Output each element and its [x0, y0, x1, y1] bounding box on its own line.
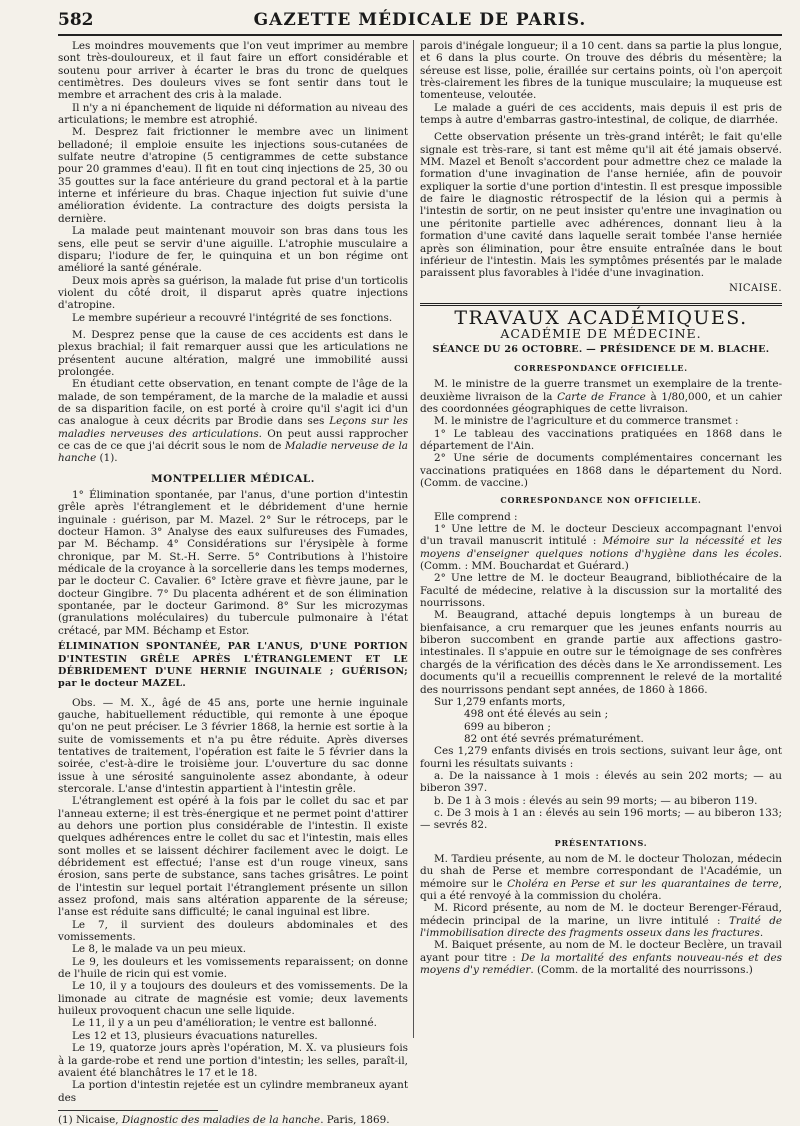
paragraph: Le 19, quatorze jours après l'opération, M. X. va plusieurs fois à la garde-robe et rend une portion d'intestin; les selles, paraît-il, avaient été blanchâtres le 17 et le 18.	[58, 1042, 408, 1079]
page-number: 582	[58, 10, 94, 30]
paragraph: Le 11, il y a un peu d'amélioration; le ventre est ballonné.	[72, 1017, 377, 1030]
section-rule	[420, 303, 782, 306]
paragraph: Le 8, le malade va un peu mieux.	[72, 943, 247, 956]
subheading-unofficial: CORRESPONDANCE NON OFFICIELLE.	[500, 495, 702, 506]
right-column	[420, 40, 782, 1062]
list-item: 498 ont été élevés au sein ;	[464, 708, 609, 721]
paragraph: Les 12 et 13, plusieurs évacuations naturelles.	[72, 1029, 318, 1042]
left-column	[58, 40, 408, 1126]
paragraph: La malade peut maintenant mouvoir son bras dans tous les sens, elle peut se servir d'une aiguille. L'atrophie musculaire a disparu; l'iodure de fer, le quinquina et un bon régime ont amélioré la santé générale.	[58, 225, 408, 275]
paragraph: La portion d'intestin rejetée est un cylindre membraneux ayant des	[58, 1079, 408, 1104]
paragraph: Obs. — M. X., âgé de 45 ans, porte une hernie inguinale gauche, habituellement réductible, qui remonte à une époque qu'on ne peut préciser. Le 3 février 1868, la hernie est sortie à la suite de vomissements et n'a pu être réduite. Après diverses tentatives de traitement, l'opération est faite le 5 février dans la soirée, c'est-à-dire le troisième jour. L'ouverture du sac donne issue à une sérosité sanguinolente assez abondante, à odeur stercorale. L'anse d'intestin appartient à l'intestin grêle.	[58, 696, 408, 795]
paragraph: M. Ricord présente, au nom de M. le docteur Berenger-Féraud, médecin principal de la marine, un livre intitulé : Traité de l'immobilisation directe des fragments osseux dans les fractures.	[420, 902, 783, 940]
paragraph: parois d'inégale longueur; il a 10 cent. dans sa partie la plus longue, et 6 dans la plus courte. On trouve des débris du mésentère; la séreuse est lisse, polie, éraillée sur certains points, où l'on aperçoit très-clairement les fibres de la tunique musculaire; la muqueuse est tomenteuse, veloutée.	[420, 40, 782, 102]
list-item: 82 ont été sevrés prématurément.	[464, 732, 644, 745]
paragraph: a. De la naissance à 1 mois : élevés au sein 202 morts; — au biberon 397.	[420, 769, 782, 795]
paragraph: M. Baiquet présente, au nom de M. le docteur Beclère, un travail ayant pour titre : De la mortalité des enfants nouveau-nés et des moyens d'y remédier. (Comm. de la mortalité des nourrissons.)	[420, 939, 782, 977]
paragraph: Le 10, il y a toujours des douleurs et des vomissements. De la limonade au citrate de magnésie est vomie; deux lavements huileux provoquent chacun une selle liquide.	[58, 980, 408, 1018]
paragraph: L'étranglement est opéré à la fois par le collet du sac et par l'anneau externe; il est très-énergique et ne permet point d'attirer au dehors une portion plus considérable de l'intestin. Il existe quelques adhérences entre le collet du sac et l'intestin, mais elles sont molles et se laissent déchirer facilement avec le doigt. Le débridement est effectué; l'anse est d'un rouge vineux, sans érosion, sans perte de substance, sans taches grisâtres. Le point de l'intestin sur lequel portait l'étranglement présente un sillon assez profond, mais sans altération apparente de la séreuse; l'anse est réduite sans difficulté; le canal inguinal est libre.	[58, 795, 408, 919]
case-title: ÉLIMINATION SPONTANÉE, PAR L'ANUS, D'UNE PORTION D'INTESTIN GRÊLE APRÈS L'ÉTRANGLEMENT ET LE DÉBRIDEMENT D'UNE HERNIE INGUINALE ; GUÉRISON; par le docteur MAZEL.	[58, 641, 408, 690]
journal-title: GAZETTE MÉDICALE DE PARIS.	[253, 10, 587, 30]
paragraph: En étudiant cette observation, en tenant compte de l'âge de la malade, de son tempérament, de la marche de la maladie et aussi de sa disparition facile, on est porté à croire qu'il s'agit ici d'un cas analogue à ceux décrits par Brodie dans ses Leçons sur les maladies nerveuses des articulations. On peut aussi rapprocher ce cas de ce que j'ai décrit sous le nom de Maladie nerveuse de la hanche (1).	[58, 378, 408, 465]
paragraph: Le 9, les douleurs et les vomissements reparaissent; on donne de l'huile de ricin qui est vomie.	[58, 955, 408, 981]
section-subtitle: ACADÉMIE DE MÉDECINE.	[500, 326, 702, 342]
subheading-presentations: PRÉSENTATIONS.	[554, 837, 648, 848]
paragraph: c. De 3 mois à 1 an : élevés au sein 196 morts; — au biberon 133; — sevrés 82.	[420, 806, 782, 832]
paragraph: 1° Une lettre de M. le docteur Descieux accompagnant l'envoi d'un travail manuscrit intitulé : Mémoire sur la nécessité et les moyens d'enseigner quelques notions d'hygiène dans les écoles. (Comm. : MM. Bouchardat et Guérard.)	[420, 523, 782, 573]
paragraph: Il n'y a ni épanchement de liquide ni déformation au niveau des articulations; le membre est atrophié.	[58, 101, 408, 127]
section-title: TRAVAUX ACADÉMIQUES.	[454, 306, 748, 329]
column-divider	[413, 40, 414, 1038]
paragraph: 1° Le tableau des vaccinations pratiquées en 1868 dans le département de l'Ain.	[420, 427, 782, 452]
footnote: (1) Nicaise, Diagnostic des maladies de la hanche. Paris, 1869.	[58, 1113, 390, 1126]
paragraph: Sur 1,279 enfants morts,	[434, 695, 566, 708]
subheading-official: CORRESPONDANCE OFFICIELLE.	[514, 362, 688, 373]
paragraph: Le malade a guéri de ces accidents, mais depuis il est pris de temps à autre d'embarras gastro-intestinal, de colique, de diarrhée.	[420, 101, 782, 127]
paragraph: Ces 1,279 enfants divisés en trois sections, suivant leur âge, ont fourni les résultats suivants :	[420, 745, 782, 770]
list-item: 699 au biberon ;	[464, 720, 551, 733]
paragraph: M. le ministre de l'agriculture et du commerce transmet :	[434, 415, 739, 428]
paragraph: Elle comprend :	[434, 510, 518, 523]
paragraph: 2° Une série de documents complémentaires concernant les vaccinations pratiquées en 1868 dans le département du Nord. (Comm. de vaccine.)	[420, 452, 782, 489]
paragraph: Deux mois après sa guérison, la malade fut prise d'un torticolis violent du côté droit, il disparut après quatre injections d'atropine.	[58, 274, 408, 312]
session-line: SÉANCE DU 26 OCTOBRE. — PRÉSIDENCE DE M. BLACHE.	[432, 343, 770, 355]
paragraph: M. Desprez pense que la cause de ces accidents est dans le plexus brachial; il fait remarquer aussi que les articulations ne présentent aucune altération, malgré une immobilité aussi prolongée.	[58, 328, 408, 378]
paragraph: Cette observation présente un très-grand intérêt; le fait qu'elle signale est très-rare, si tant est même qu'il ait été jamais observé. MM. Mazel et Benoît s'accordent pour admettre chez ce malade la formation d'une invagination de l'anse herniée, afin de pouvoir expliquer la sortie d'une portion d'intestin. Il est presque impossible de faire le diagnostic rétrospectif de la lésion qui a permis à l'intestin de sortir, on ne peut insister qu'entre une invagination ou une péritonite partielle avec adhérences, donnant lieu à la formation d'une cavité dans laquelle serait tombée l'anse herniée après son élimination, pour être ensuite entraînée dans le bout inférieur de l'intestin. Mais les symptômes présentés par le malade paraissent plus favorables à l'idée d'une invagination.	[420, 131, 782, 280]
paragraph: M. Desprez fait frictionner le membre avec un liniment belladoné; il emploie ensuite les injections sous-cutanées de sulfate neutre d'atropine (5 centigrammes de cette substance pour 20 grammes d'eau). Il fit en tout cinq injections de 25, 30 ou 35 gouttes sur la face antérieure du grand pectoral et à la partie interne et inférieure du bras. Chaque injection fut suivie d'une amélioration évidente. La contracture des doigts persista la dernière.	[58, 126, 408, 225]
paragraph: M. Tardieu présente, au nom de M. le docteur Tholozan, médecin du shah de Perse et membre correspondant de l'Académie, un mémoire sur le Choléra en Perse et sur les quarantaines de terre, qui a été renvoyé à la commission du choléra.	[420, 852, 782, 902]
paragraph: M. le ministre de la guerre transmet un exemplaire de la trente-deuxième livraison de la Carte de France à 1/80,000, et un cahier des coordonnées géographiques de cette livraison.	[420, 378, 783, 415]
page-header	[58, 8, 782, 36]
paragraph: 1° Élimination spontanée, par l'anus, d'une portion d'intestin grêle après l'étranglement et le débridement d'une hernie inguinale : guérison, par M. Mazel. 2° Sur le rétroceps, par le docteur Hamon. 3° Analyse des eaux sulfureuses des Fumades, par M. Béchamp. 4° Considérations sur l'érysipèle à forme chronique, par M. St.-H. Serre. 5° Contributions à l'histoire médicale de la croyance à la sorcellerie dans les temps modernes, par le docteur C. Cavalier. 6° Ictère grave et fièvre jaune, par le docteur Gingibre. 7° Du placenta adhérent et de son élimination spontanée, par le docteur Garimond. 8° Sur les microzymas (granulations moléculaires) du tubercule pulmonaire à l'état crétacé, par MM. Béchamp et Estor.	[58, 489, 408, 637]
paragraph: Le membre supérieur a recouvré l'intégrité de ses fonctions.	[72, 311, 393, 324]
paragraph: Les moindres mouvements que l'on veut imprimer au membre sont très-douloureux, et il faut faire un effort considérable et soutenu pour arriver à écarter le bras du tronc de quelques centimètres. Des douleurs vives se font sentir dans tout le membre et arrachent des cris à la malade.	[58, 40, 408, 102]
signature: NICAISE.	[729, 282, 782, 294]
paragraph: b. De 1 à 3 mois : élevés au sein 99 morts; — au biberon 119.	[434, 794, 758, 807]
section-heading-montpellier: MONTPELLIER MÉDICAL.	[151, 472, 315, 485]
footnote-rule	[58, 1110, 218, 1111]
paragraph: M. Beaugrand, attaché depuis longtemps à un bureau de bienfaisance, a cru remarquer que les jeunes enfants nourris au biberon succombent en grande partie aux affections gastro-intestinales. Il s'appuie en outre sur le témoignage de ses confrères chargés de la vérification des décès dans le Xe arrondissement. Les documents qu'il a recueillis comprennent le relevé de la mortalité des nourrissons pendant sept années, de 1860 à 1866.	[420, 609, 782, 696]
paragraph: Le 7, il survient des douleurs abdominales et des vomissements.	[58, 918, 408, 944]
paragraph: 2° Une lettre de M. le docteur Beaugrand, bibliothécaire de la Faculté de médecine, relative à la discussion sur la mortalité des nourrissons.	[420, 572, 782, 610]
